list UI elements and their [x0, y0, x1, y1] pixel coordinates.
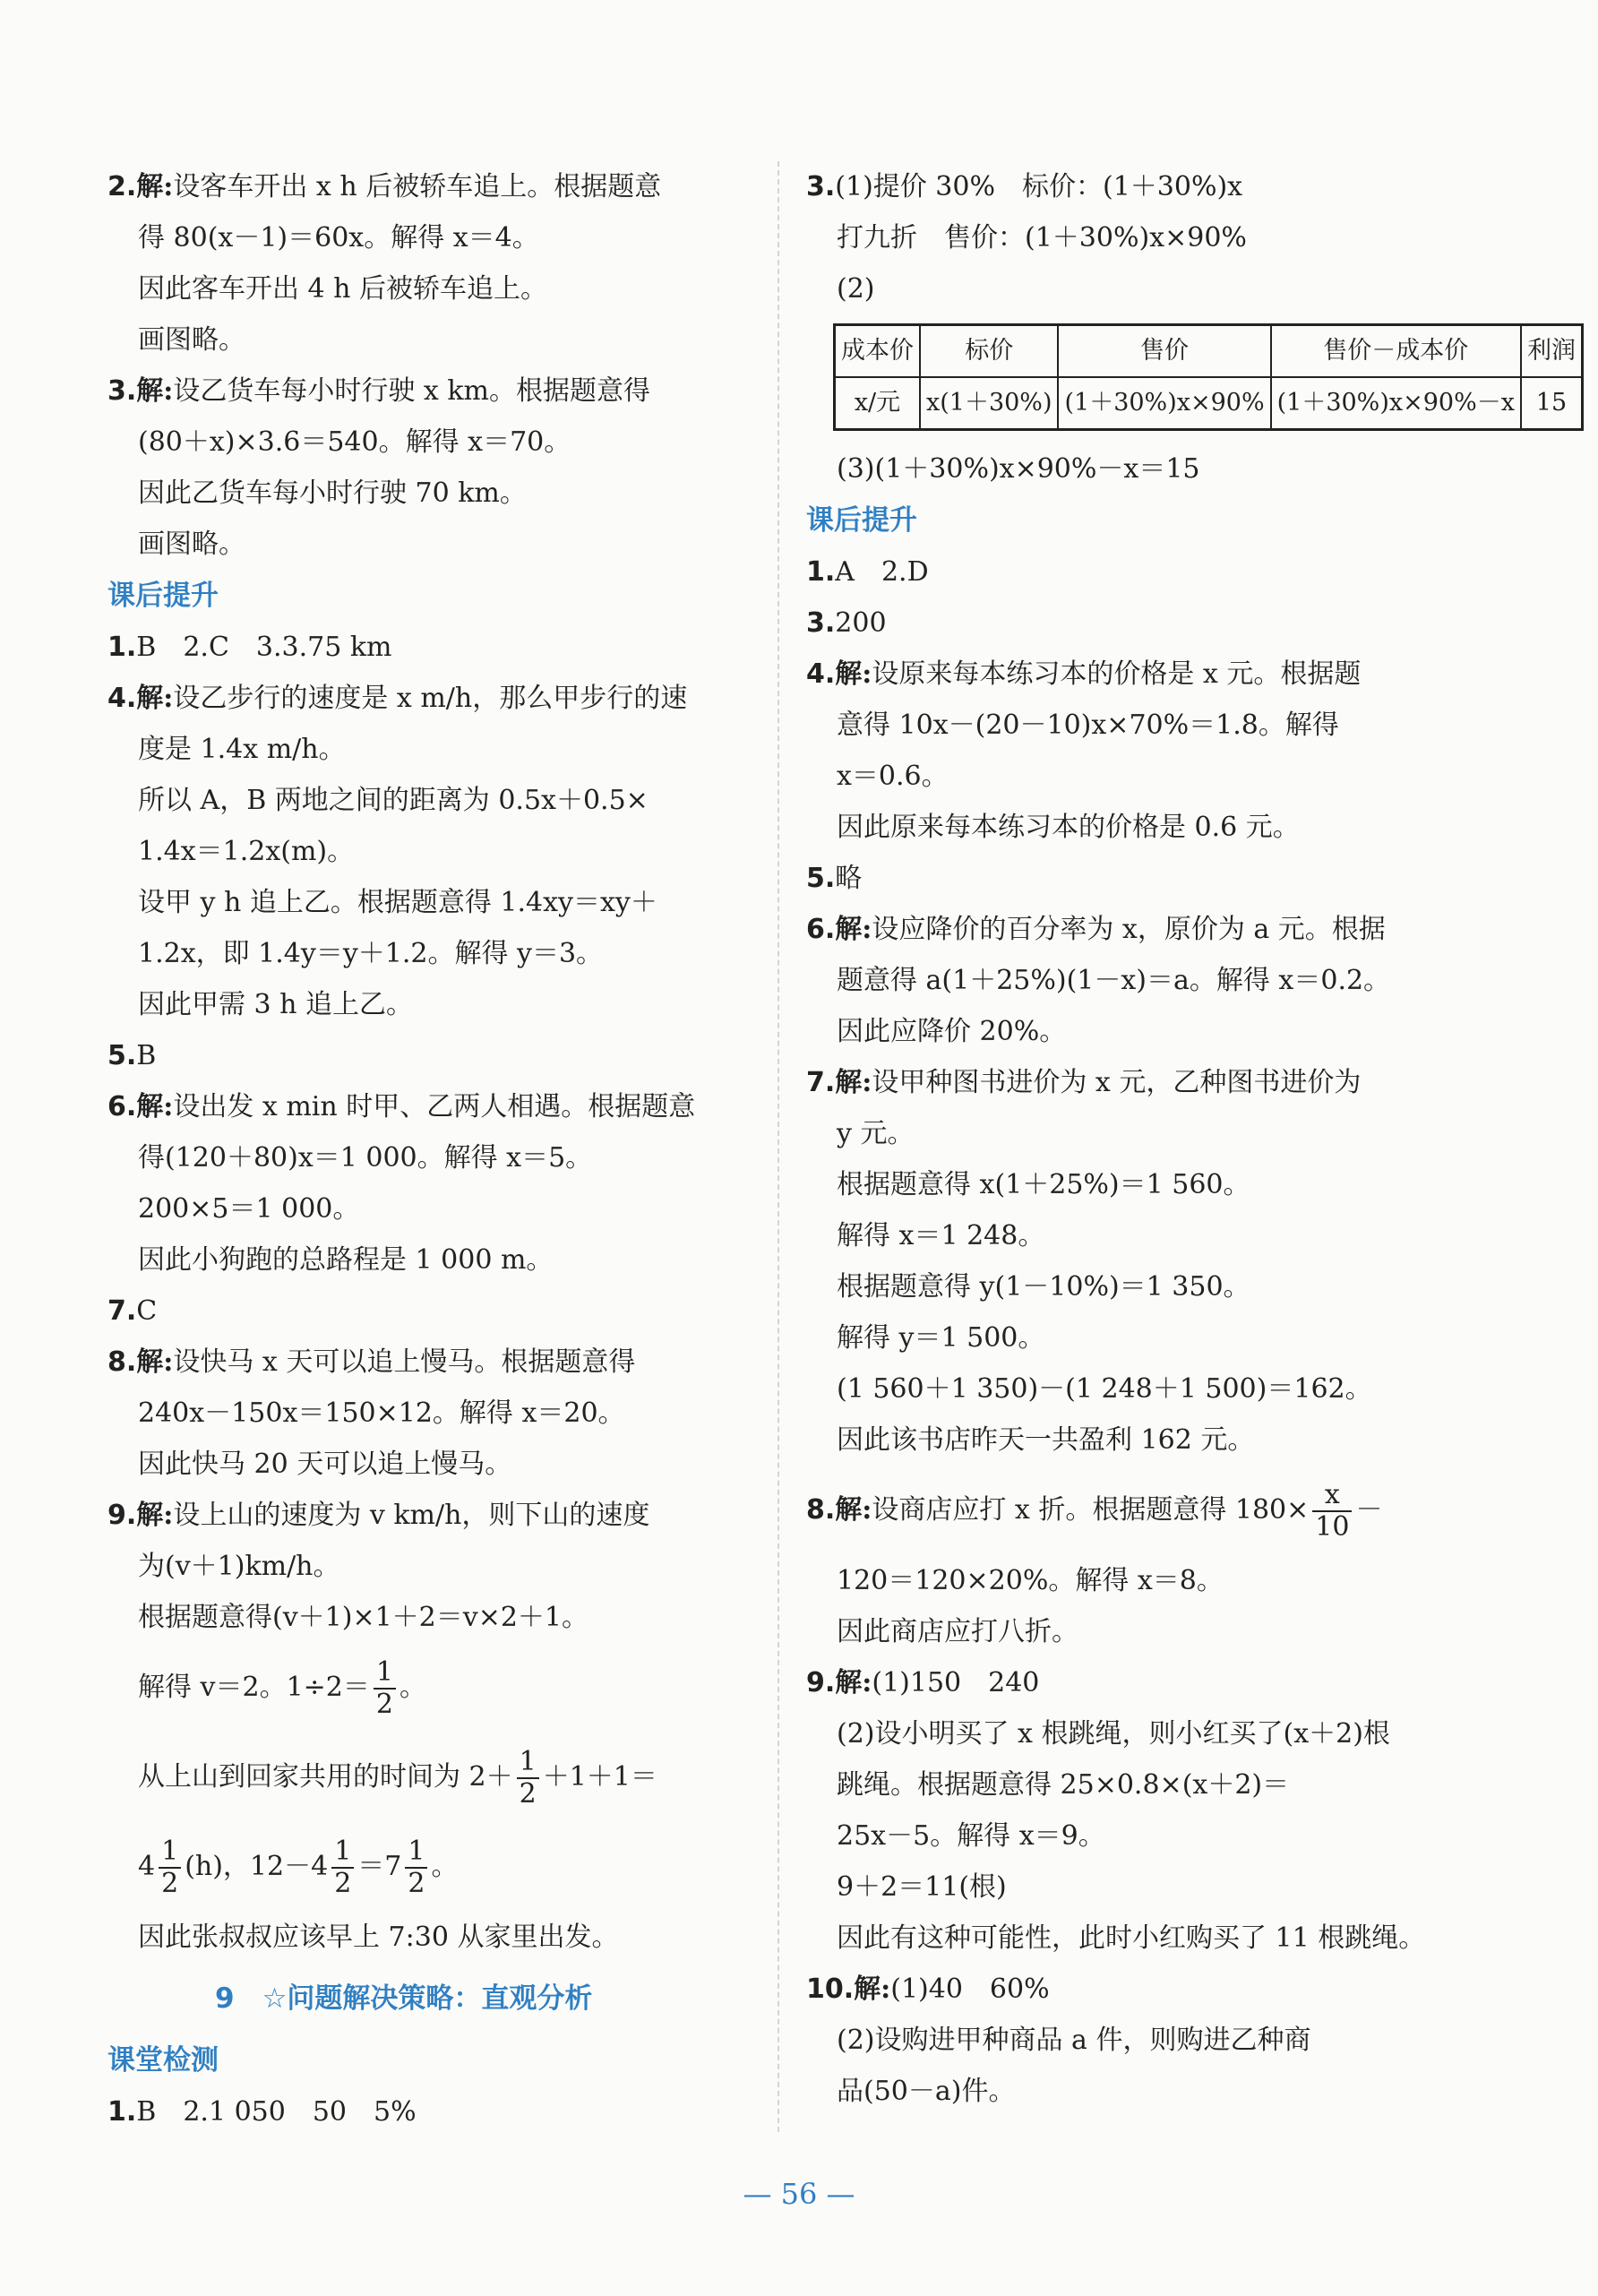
answer-line: [806, 1312, 1460, 1363]
fraction-denominator: 2: [375, 1689, 393, 1720]
fraction-denominator: 2: [161, 1868, 179, 1899]
answer-line: [806, 2015, 1460, 2066]
line-text: 120＝120×20%。解得 x＝8。: [837, 1565, 1224, 1596]
section-heading: 课堂检测: [107, 2044, 219, 2077]
text-segment: ＝7: [357, 1851, 402, 1882]
answer-line: [806, 751, 1460, 802]
line-text: 设乙货车每小时行驶 x km。根据题意得: [173, 375, 650, 407]
answer-line: [806, 955, 1460, 1006]
line-text: 根据题意得 y(1－10%)＝1 350。: [837, 1271, 1250, 1303]
answer-line: [107, 1388, 748, 1439]
answer-line: [107, 1183, 748, 1234]
line-text: 25x－5。解得 x＝9。: [837, 1820, 1105, 1852]
line-text: 设原来每本练习本的价格是 x 元。根据题: [872, 658, 1362, 690]
line-text: 因此甲需 3 h 追上乙。: [138, 989, 414, 1020]
table-cell: x/元: [835, 377, 921, 430]
chapter-heading: 9 ☆问题解决策略：直观分析: [215, 1982, 593, 2015]
table-cell: 15: [1521, 377, 1583, 430]
line-text: 因此快马 20 天可以追上慢马。: [138, 1449, 512, 1480]
table-header-cell: 标价: [920, 325, 1058, 378]
text-segment: (h)，12－4: [185, 1851, 329, 1882]
answer-line: [806, 802, 1460, 853]
fraction-numerator: 1: [374, 1657, 396, 1690]
answer-line: [806, 1261, 1460, 1312]
question-line: [107, 365, 748, 417]
line-text: 因此应降价 20%。: [837, 1016, 1067, 1047]
line-text: 为(v＋1)km/h。: [138, 1551, 340, 1582]
fraction-numerator: 1: [331, 1836, 354, 1869]
answer-line: [806, 1363, 1460, 1415]
question-line: [107, 1030, 748, 1081]
answer-line: [107, 826, 748, 877]
line-text: 题意得 a(1＋25%)(1－x)＝a。解得 x＝0.2。: [837, 965, 1391, 996]
line-text: 画图略。: [138, 324, 245, 356]
answer-line: [107, 1643, 748, 1733]
line-text: y 元。: [837, 1118, 915, 1149]
line-text: (3)(1＋30%)x×90%－x＝15: [837, 453, 1200, 485]
line-text: 因此该书店昨天一共盈利 162 元。: [837, 1424, 1255, 1456]
question-number: 3.: [806, 607, 836, 639]
line-text: (80＋x)×3.6＝540。解得 x＝70。: [138, 426, 571, 458]
line-text: 跳绳。根据题意得 25×0.8×(x＋2)＝: [837, 1769, 1290, 1801]
answer-line: [806, 1606, 1460, 1657]
table-header-cell: 售价: [1058, 325, 1270, 378]
line-text: (1)150 240: [872, 1667, 1040, 1698]
table-cell: (1＋30%)x×90%: [1058, 377, 1270, 430]
answer-line: [107, 468, 748, 519]
answer-line: [107, 1439, 748, 1490]
table-cell: (1＋30%)x×90%－x: [1271, 377, 1521, 430]
question-number: 8.: [806, 1494, 836, 1526]
text-segment: 设商店应打 x 折。根据题意得 180×: [872, 1494, 1310, 1526]
solution-label: 解:: [136, 683, 174, 714]
line-text: A 2.D: [835, 556, 929, 588]
line-text: 设甲种图书进价为 x 元，乙种图书进价为: [872, 1067, 1362, 1098]
question-line: [107, 1286, 748, 1337]
question-line: [107, 673, 748, 724]
text-segment: －: [1355, 1494, 1383, 1526]
answer-line: [107, 1234, 748, 1286]
fraction-numerator: 1: [517, 1747, 539, 1779]
answer-line: [806, 1108, 1460, 1159]
answer-line: [107, 1822, 748, 1912]
line-text: 根据题意得(v＋1)×1＋2＝v×2＋1。: [138, 1602, 589, 1633]
question-number: 9.: [107, 1500, 137, 1531]
answer-line: [806, 1415, 1460, 1466]
answer-line: [107, 775, 748, 826]
right-column: [806, 161, 1576, 2117]
line-text: 240x－150x＝150×12。解得 x＝20。: [138, 1397, 625, 1429]
fraction: [159, 1836, 181, 1899]
line-text: 意得 10x－(20－10)x×70%＝1.8。解得: [837, 709, 1339, 741]
answer-line: [107, 212, 748, 263]
question-number: 2.: [107, 171, 137, 202]
line-text: 9＋2＝11(根): [837, 1871, 1007, 1903]
line-text: 200×5＝1 000。: [138, 1193, 360, 1225]
line-text: 设甲 y h 追上乙。根据题意得 1.4xy＝xy＋: [138, 887, 657, 918]
table-row: [835, 377, 1583, 430]
question-number: 6.: [107, 1091, 137, 1122]
answer-line: [806, 443, 1460, 494]
answer-line: [107, 417, 748, 468]
answer-line: [107, 1733, 748, 1822]
question-number: 6.: [806, 914, 836, 945]
answer-line: [806, 1006, 1460, 1057]
solution-label: 解:: [136, 1346, 174, 1378]
line-text: 品(50－a)件。: [837, 2076, 1016, 2107]
question-number: 7.: [806, 1067, 836, 1098]
line-text: 因此商店应打八折。: [837, 1616, 1078, 1647]
line-text: (1 560＋1 350)－(1 248＋1 500)＝162。: [837, 1373, 1372, 1405]
line-text: 设客车开出 x h 后被轿车追上。根据题意: [173, 171, 662, 202]
answer-line: [806, 263, 1460, 314]
table-header-cell: 成本价: [835, 325, 921, 378]
answer-line: [806, 1210, 1460, 1261]
fraction: [405, 1836, 427, 1899]
line-text: 所以 A，B 两地之间的距离为 0.5x＋0.5×: [138, 785, 649, 816]
line-text: 因此客车开出 4 h 后被轿车追上。: [138, 273, 548, 305]
text-segment: ＋1＋1＝: [542, 1761, 657, 1793]
answer-line: [806, 1759, 1460, 1810]
line-text: C: [136, 1295, 158, 1327]
answer-line: [107, 519, 748, 570]
line-text: B 2.1 050 50 5%: [136, 2096, 417, 2128]
line-text: 1.4x＝1.2x(m)。: [138, 836, 355, 867]
question-number: 1.: [107, 2096, 137, 2128]
question-line: [107, 1081, 748, 1132]
fraction-numerator: x: [1312, 1480, 1352, 1512]
question-line: [806, 1466, 1460, 1555]
line-text: (2)设小明买了 x 根跳绳，则小红买了(x＋2)根: [837, 1718, 1390, 1750]
question-number: 3.: [806, 171, 836, 202]
question-line: [806, 649, 1460, 700]
text-segment: 从上山到回家共用的时间为 2＋: [138, 1761, 513, 1793]
question-number: 9.: [806, 1667, 836, 1698]
question-number: 5.: [806, 863, 836, 894]
question-number: 1.: [107, 632, 137, 663]
table-header-cell: 利润: [1521, 325, 1583, 378]
solution-label: 解:: [835, 1494, 872, 1526]
line-text: 得(120＋80)x＝1 000。解得 x＝5。: [138, 1142, 593, 1174]
question-line: [806, 161, 1460, 212]
fraction-denominator: 2: [334, 1868, 352, 1899]
line-text: 得 80(x－1)＝60x。解得 x＝4。: [138, 222, 539, 254]
line-text: x＝0.6。: [837, 761, 949, 792]
fraction-denominator: 10: [1315, 1511, 1350, 1543]
answer-line: [806, 2066, 1460, 2117]
fraction-denominator: 2: [519, 1778, 537, 1810]
text-segment: 4: [138, 1851, 156, 1882]
answer-line: [107, 928, 748, 979]
line-text: B 2.C 3.3.75 km: [136, 632, 392, 663]
fraction: [1312, 1480, 1352, 1543]
solution-label: 解:: [835, 1067, 872, 1098]
question-line: [806, 1057, 1460, 1108]
answer-line: [107, 314, 748, 365]
line-text: 因此乙货车每小时行驶 70 km。: [138, 477, 527, 509]
question-line: [806, 1657, 1460, 1708]
table-cell: x(1＋30%): [920, 377, 1058, 430]
solution-label: 解:: [136, 1500, 174, 1531]
line-text: 200: [835, 607, 887, 639]
line-text: 因此张叔叔应该早上 7:30 从家里出发。: [138, 1922, 619, 1953]
line-text: 画图略。: [138, 529, 245, 560]
price-table: [833, 323, 1584, 431]
solution-label: 解:: [835, 658, 872, 690]
line-text: B: [136, 1040, 157, 1071]
text-segment: 。: [399, 1672, 426, 1703]
solution-label: 解:: [835, 1667, 872, 1698]
answer-line: [107, 263, 748, 314]
text-segment: 解得 v＝2。1÷2＝: [138, 1672, 370, 1703]
solution-label: 解:: [136, 375, 174, 407]
question-line: [806, 853, 1460, 904]
line-text: 略: [835, 863, 863, 894]
line-text: 根据题意得 x(1＋25%)＝1 560。: [837, 1169, 1250, 1200]
line-text: 设上山的速度为 v km/h，则下山的速度: [173, 1500, 650, 1531]
fraction-numerator: 1: [159, 1836, 181, 1869]
line-text: 打九折 售价：(1＋30%)x×90%: [837, 222, 1247, 254]
fraction-numerator: 1: [405, 1836, 427, 1869]
answer-line: [806, 1708, 1460, 1759]
question-line: [107, 1490, 748, 1541]
answer-line: [806, 1159, 1460, 1210]
line-text: 解得 x＝1 248。: [837, 1220, 1045, 1251]
left-column: [107, 161, 748, 2137]
line-text: 解得 y＝1 500。: [837, 1322, 1045, 1354]
question-number: 3.: [107, 375, 137, 407]
fraction-denominator: 2: [408, 1868, 425, 1899]
line-text: 因此小狗跑的总路程是 1 000 m。: [138, 1244, 554, 1276]
line-text: (1)提价 30% 标价：(1＋30%)x: [835, 171, 1243, 202]
line-text: 设应降价的百分率为 x，原价为 a 元。根据: [872, 914, 1386, 945]
answer-line: [107, 1132, 748, 1183]
line-text: 度是 1.4x m/h。: [138, 734, 346, 765]
answer-line: [107, 1592, 748, 1643]
line-text: 1.2x，即 1.4y＝y＋1.2。解得 y＝3。: [138, 938, 604, 969]
fraction: [374, 1657, 396, 1720]
question-number: 4.: [806, 658, 836, 690]
table-header-row: [835, 325, 1583, 378]
table-header-cell: 售价－成本价: [1271, 325, 1521, 378]
section-heading: 课后提升: [107, 580, 219, 612]
question-number: 10.: [806, 1974, 855, 2005]
question-line: [806, 546, 1460, 598]
question-line: [107, 2086, 748, 2137]
question-line: [806, 598, 1460, 649]
column-divider: [778, 161, 779, 2132]
page-number: — 56 —: [743, 2177, 855, 2211]
solution-label: 解:: [854, 1974, 891, 2005]
question-number: 1.: [806, 556, 836, 588]
solution-label: 解:: [136, 1091, 174, 1122]
answer-line: [806, 1862, 1460, 1913]
solution-label: 解:: [136, 171, 174, 202]
section-heading: 课后提升: [806, 504, 917, 537]
fraction: [517, 1747, 539, 1810]
question-number: 8.: [107, 1346, 137, 1378]
answer-line: [806, 1555, 1460, 1606]
line-text: 设出发 x min 时甲、乙两人相遇。根据题意: [173, 1091, 696, 1122]
line-text: (2): [837, 273, 875, 305]
answer-line: [806, 700, 1460, 751]
answer-line: [107, 1541, 748, 1592]
question-line: [806, 1964, 1460, 2015]
question-number: 5.: [107, 1040, 137, 1071]
question-line: [107, 1337, 748, 1388]
line-text: (2)设购进甲种商品 a 件，则购进乙种商: [837, 2025, 1311, 2056]
answer-line: [806, 1913, 1460, 1964]
line-text: 因此原来每本练习本的价格是 0.6 元。: [837, 812, 1300, 843]
answer-line: [107, 979, 748, 1030]
question-line: [107, 622, 748, 673]
fraction: [331, 1836, 354, 1899]
line-text: 因此有这种可能性，此时小红购买了 11 根跳绳。: [837, 1922, 1426, 1954]
line-text: 设乙步行的速度是 x m/h，那么甲步行的速: [173, 683, 688, 714]
answer-line: [806, 1810, 1460, 1862]
question-line: [107, 161, 748, 212]
line-text: 设快马 x 天可以追上慢马。根据题意得: [173, 1346, 636, 1378]
text-segment: 。: [431, 1851, 459, 1882]
line-text: (1)40 60%: [890, 1974, 1050, 2005]
question-line: [806, 904, 1460, 955]
solution-label: 解:: [835, 914, 872, 945]
question-number: 7.: [107, 1295, 137, 1327]
answer-line: [107, 1912, 748, 1963]
answer-line: [107, 724, 748, 775]
question-number: 4.: [107, 683, 137, 714]
answer-line: [107, 877, 748, 928]
answer-line: [806, 212, 1460, 263]
